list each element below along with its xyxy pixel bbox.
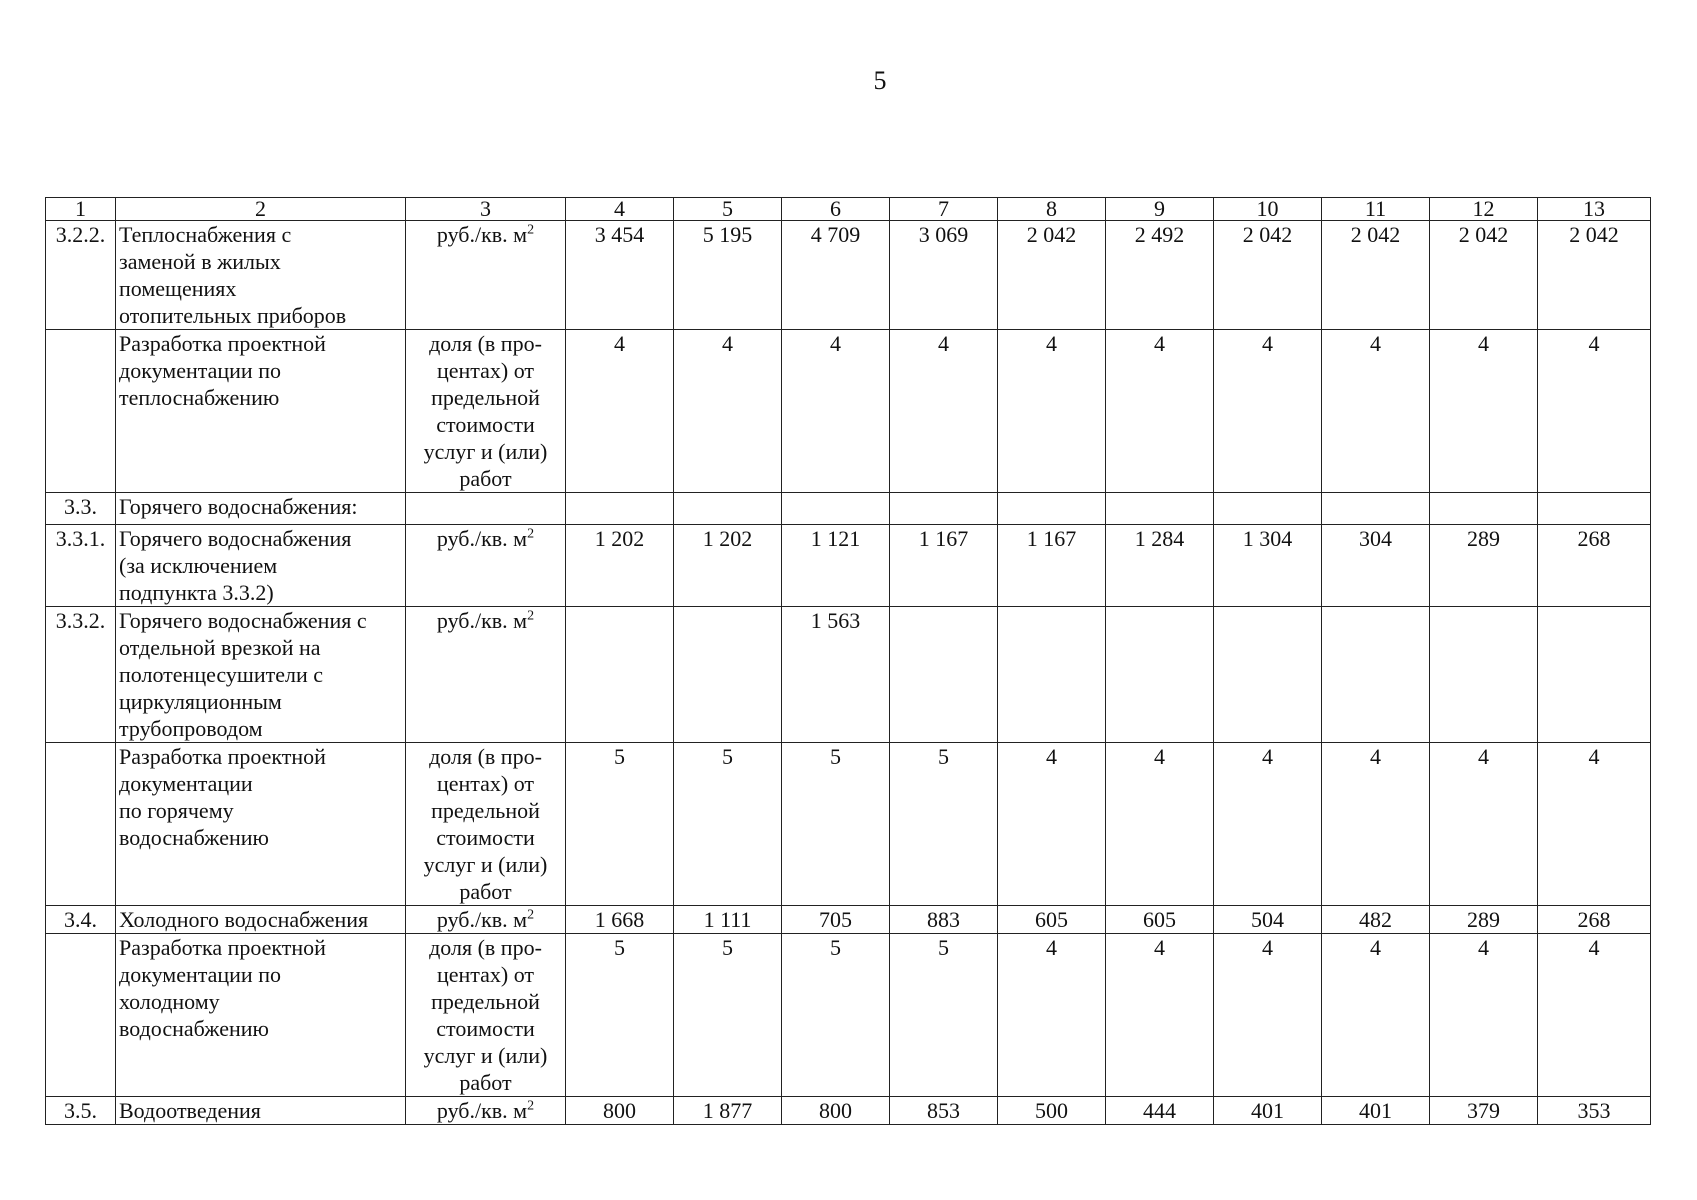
value-cell	[566, 493, 674, 525]
row-name: Теплоснабжения с заменой в жилых помещениях отопительных приборов	[116, 221, 406, 330]
table-row	[46, 330, 1651, 493]
value-cell	[1106, 607, 1214, 743]
row-name: Разработка проектной документации по холодному водоснабжению	[116, 934, 406, 1097]
value-cell: 504	[1214, 906, 1322, 934]
row-unit: руб./кв. $м^2$	[406, 221, 566, 330]
value-cell: 605	[998, 906, 1106, 934]
value-cell: 1 167	[890, 525, 998, 607]
value-cell: 5	[674, 743, 782, 906]
value-cell: 3 454	[566, 221, 674, 330]
value-cell: 5	[890, 934, 998, 1097]
value-cell: 2 042	[1322, 221, 1430, 330]
value-cell	[890, 607, 998, 743]
value-cell: 1 167	[998, 525, 1106, 607]
value-cell: 5	[890, 743, 998, 906]
value-cell: 1 563	[782, 607, 890, 743]
table-row	[46, 493, 1651, 525]
value-cell: 5 195	[674, 221, 782, 330]
value-cell: 1 877	[674, 1097, 782, 1125]
value-cell: 800	[566, 1097, 674, 1125]
value-cell: 4	[1214, 330, 1322, 493]
row-unit: руб./кв. $м^2$	[406, 906, 566, 934]
table-row	[46, 1097, 1651, 1125]
value-cell: 4	[1106, 330, 1214, 493]
value-cell: 2 492	[1106, 221, 1214, 330]
value-cell: 4	[1214, 934, 1322, 1097]
column-number: 5	[674, 198, 782, 221]
value-cell: 1 111	[674, 906, 782, 934]
value-cell: 4	[890, 330, 998, 493]
value-cell: 4	[1106, 934, 1214, 1097]
value-cell	[782, 493, 890, 525]
row-unit: доля (в про- центах) от предельной стоимости услуг и (или) работ	[406, 330, 566, 493]
value-cell: 4	[782, 330, 890, 493]
value-cell: 2 042	[1214, 221, 1322, 330]
value-cell: 5	[674, 934, 782, 1097]
value-cell	[890, 493, 998, 525]
column-number: 1	[46, 198, 116, 221]
value-cell: 379	[1430, 1097, 1538, 1125]
value-cell	[1430, 493, 1538, 525]
value-cell: 1 202	[674, 525, 782, 607]
row-unit: доля (в про- центах) от предельной стоимости услуг и (или) работ	[406, 743, 566, 906]
value-cell: 401	[1322, 1097, 1430, 1125]
value-cell: 444	[1106, 1097, 1214, 1125]
value-cell: 2 042	[1538, 221, 1651, 330]
table-row	[46, 221, 1651, 330]
value-cell	[998, 607, 1106, 743]
column-number: 2	[116, 198, 406, 221]
value-cell: 883	[890, 906, 998, 934]
value-cell: 4	[1214, 743, 1322, 906]
value-cell	[566, 607, 674, 743]
value-cell: 289	[1430, 906, 1538, 934]
value-cell	[674, 493, 782, 525]
column-number: 11	[1322, 198, 1430, 221]
value-cell	[1538, 493, 1651, 525]
value-cell: 1 121	[782, 525, 890, 607]
table-row	[46, 607, 1651, 743]
value-cell: 4	[1430, 330, 1538, 493]
table-body	[46, 198, 1651, 1125]
value-cell	[1322, 607, 1430, 743]
value-cell: 401	[1214, 1097, 1322, 1125]
value-cell: 605	[1106, 906, 1214, 934]
value-cell: 5	[566, 743, 674, 906]
row-unit: руб./кв. $м^2$	[406, 1097, 566, 1125]
column-number: 12	[1430, 198, 1538, 221]
row-number: 3.4.	[46, 906, 116, 934]
value-cell: 500	[998, 1097, 1106, 1125]
value-cell: 268	[1538, 525, 1651, 607]
value-cell: 3 069	[890, 221, 998, 330]
row-number	[46, 743, 116, 906]
row-number: 3.3.	[46, 493, 116, 525]
value-cell: 4	[1538, 743, 1651, 906]
row-name: Разработка проектной документации по горячему водоснабжению	[116, 743, 406, 906]
row-number: 3.3.1.	[46, 525, 116, 607]
value-cell: 1 284	[1106, 525, 1214, 607]
column-number: 10	[1214, 198, 1322, 221]
row-number: 3.2.2.	[46, 221, 116, 330]
column-number: 4	[566, 198, 674, 221]
value-cell: 4	[998, 330, 1106, 493]
value-cell	[1322, 493, 1430, 525]
column-number: 7	[890, 198, 998, 221]
column-number: 6	[782, 198, 890, 221]
value-cell	[998, 493, 1106, 525]
column-number: 3	[406, 198, 566, 221]
value-cell: 482	[1322, 906, 1430, 934]
value-cell	[1106, 493, 1214, 525]
value-cell: 4	[1430, 743, 1538, 906]
value-cell: 5	[782, 934, 890, 1097]
value-cell: 5	[782, 743, 890, 906]
value-cell: 4	[674, 330, 782, 493]
value-cell: 4	[1430, 934, 1538, 1097]
value-cell: 2 042	[1430, 221, 1538, 330]
value-cell: 4	[1322, 934, 1430, 1097]
value-cell: 2 042	[998, 221, 1106, 330]
row-number	[46, 934, 116, 1097]
value-cell: 4	[998, 934, 1106, 1097]
value-cell: 4 709	[782, 221, 890, 330]
row-name: Разработка проектной документации по теплоснабжению	[116, 330, 406, 493]
table-row	[46, 906, 1651, 934]
value-cell	[674, 607, 782, 743]
value-cell	[1538, 607, 1651, 743]
value-cell: 705	[782, 906, 890, 934]
row-name: Водоотведения	[116, 1097, 406, 1125]
column-number-row	[46, 198, 1651, 221]
table-row	[46, 743, 1651, 906]
value-cell	[1430, 607, 1538, 743]
value-cell: 353	[1538, 1097, 1651, 1125]
row-name: Холодного водоснабжения	[116, 906, 406, 934]
row-name: Горячего водоснабжения с отдельной врезкой на полотенцесушители с циркуляционным трубопроводом	[116, 607, 406, 743]
row-unit: доля (в про- центах) от предельной стоимости услуг и (или) работ	[406, 934, 566, 1097]
value-cell: 4	[1538, 330, 1651, 493]
value-cell: 4	[998, 743, 1106, 906]
value-cell: 268	[1538, 906, 1651, 934]
row-number	[46, 330, 116, 493]
tariff-table	[45, 197, 1651, 1125]
value-cell: 800	[782, 1097, 890, 1125]
value-cell: 4	[1322, 330, 1430, 493]
value-cell: 4	[1322, 743, 1430, 906]
value-cell: 1 668	[566, 906, 674, 934]
row-name: Горячего водоснабжения (за исключением подпункта 3.3.2)	[116, 525, 406, 607]
column-number: 13	[1538, 198, 1651, 221]
row-number: 3.3.2.	[46, 607, 116, 743]
value-cell: 5	[566, 934, 674, 1097]
row-unit	[406, 493, 566, 525]
row-unit: руб./кв. $м^2$	[406, 607, 566, 743]
value-cell: 304	[1322, 525, 1430, 607]
row-number: 3.5.	[46, 1097, 116, 1125]
value-cell	[1214, 607, 1322, 743]
value-cell	[1214, 493, 1322, 525]
value-cell: 1 202	[566, 525, 674, 607]
column-number: 9	[1106, 198, 1214, 221]
value-cell: 4	[1538, 934, 1651, 1097]
column-number: 8	[998, 198, 1106, 221]
row-unit: руб./кв. $м^2$	[406, 525, 566, 607]
value-cell: 4	[1106, 743, 1214, 906]
value-cell: 289	[1430, 525, 1538, 607]
page-number: 5	[873, 66, 887, 95]
row-name: Горячего водоснабжения:	[116, 493, 406, 525]
value-cell: 853	[890, 1097, 998, 1125]
table-row	[46, 934, 1651, 1097]
value-cell: 1 304	[1214, 525, 1322, 607]
value-cell: 4	[566, 330, 674, 493]
table-row	[46, 525, 1651, 607]
